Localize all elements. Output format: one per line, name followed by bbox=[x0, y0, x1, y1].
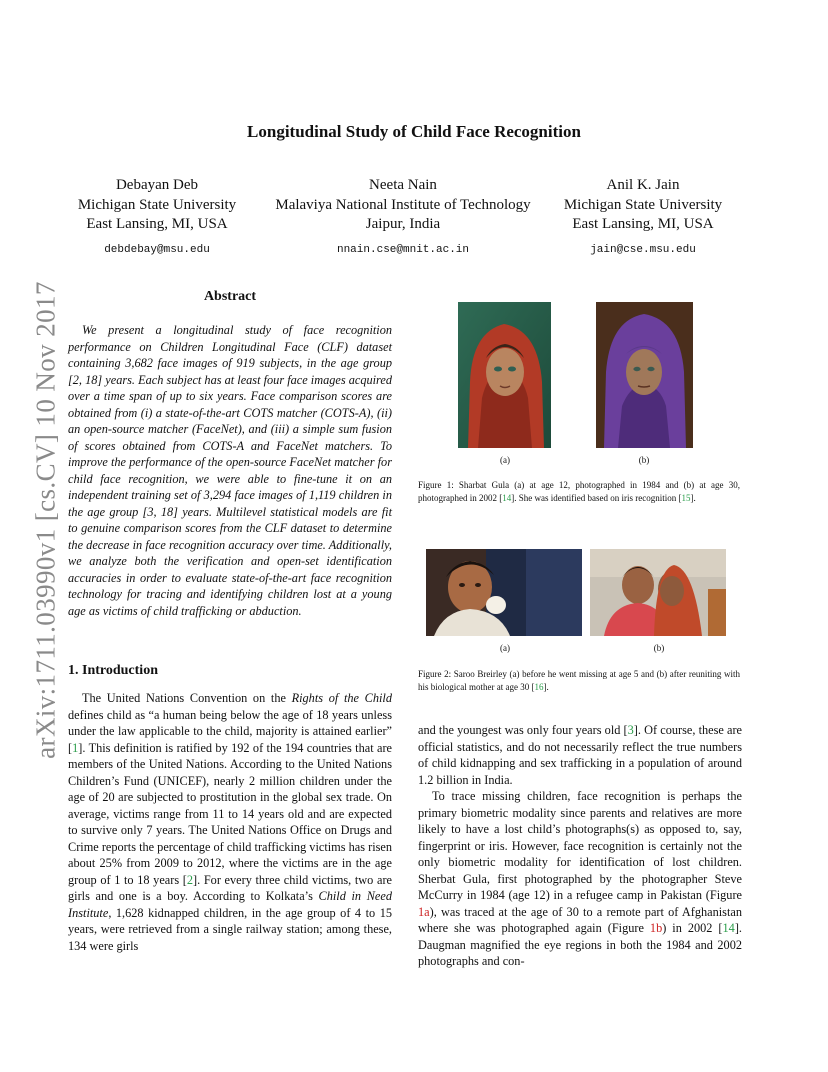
figure-2-caption bbox=[418, 668, 740, 694]
text-run: and the youngest was only four years old [ bbox=[418, 723, 628, 737]
text-run: , 1,628 kidnapped children, in the age group of 4 to 15 years, were retrieved from a single railway station; among these, 134 were girls bbox=[68, 905, 392, 953]
intro-paragraph-2 bbox=[418, 788, 742, 970]
abstract-text: We present a longitudinal study of face recognition performance on Children Longitudinal Face (CLF) dataset containing 3,682 face images of 919 subjects, in the age group [2, 18] years. Each subject has at least four face images acquired over a time span of up to six years. Face comparison scores are obtained from (i) a state-of-the-art COTS matcher (COTS-A), (ii) an open-source matcher (FaceNet), and (iii) a simple sum fusion of scores obtained from COTS-A and FaceNet matchers. To improve the performance of the open-source FaceNet matcher for child face recognition, we were able to fine-tune it on an independent training set of 3,294 face images of 1,119 children in the age group [3, 18] years. Multilevel statistical models are fit to genuine comparison scores from the CLF dataset to determine the decrease in face recognition accuracy over time. Additionally, we analyze both the verification and open-set identification accuracies in order to evaluate state-of-the-art face recognition technology for tracing and identifying children lost at a young age as victims of child trafficking or abduction. bbox=[68, 323, 392, 618]
author-block-1 bbox=[62, 176, 252, 260]
paper-title: Longitudinal Study of Child Face Recognition bbox=[247, 122, 581, 141]
text-run: ]. For every three child victims, two are girls and one is a boy. According to Kolkata’s bbox=[68, 872, 392, 903]
text-run: ]. This definition is ratified by 192 of the 194 countries that are members of the United Nations. According to the United Nations Children’s Fund (UNICEF), nearly 2 million children under the age of 20 are subjected to prostitution in the global sex trade. On average, victims range from 11 to 14 years old and are expected to survive only 7 years. The United Nations Office on Drugs and Crime reports the percentage of child trafficking victims has risen about 25% from 2009 to 2012, where the victims are in the age group of 1 to 18 years [ bbox=[68, 740, 392, 887]
author-block-2 bbox=[258, 176, 548, 260]
text-run: ) in 2002 [ bbox=[662, 921, 723, 935]
author-block-3 bbox=[548, 176, 738, 260]
citation-link[interactable]: 14 bbox=[722, 921, 735, 935]
author-email[interactable]: nnain.cse@mnit.ac.in bbox=[336, 243, 470, 256]
text-run: ]. Of course, these are official statistics, and do not necessarily reflect the true numbers of child kidnapping and sex trafficking in a population of around 1.2 billion in India. bbox=[418, 723, 743, 787]
citation-link[interactable]: 14 bbox=[502, 493, 512, 503]
citation-link[interactable]: 2 bbox=[186, 872, 194, 887]
figure-2b-label: (b) bbox=[653, 643, 665, 653]
figure-ref-link[interactable]: 1b bbox=[649, 921, 663, 935]
photo-reunion-image bbox=[590, 549, 726, 636]
author-location: East Lansing, MI, USA bbox=[572, 216, 714, 232]
author-name: Neeta Nain bbox=[369, 177, 437, 193]
author-affiliation: Malaviya National Institute of Technology bbox=[275, 196, 531, 213]
abstract-heading: Abstract bbox=[203, 289, 257, 304]
author-affiliation: Michigan State University bbox=[563, 196, 723, 213]
text-run: The United Nations Convention on the bbox=[82, 691, 292, 705]
author-name: Debayan Deb bbox=[115, 177, 199, 193]
figure-ref-link[interactable]: 1a bbox=[418, 904, 430, 919]
citation-link[interactable]: 16 bbox=[534, 682, 544, 692]
author-email[interactable]: debdebay@msu.edu bbox=[104, 243, 210, 256]
figure-1a-label: (a) bbox=[500, 455, 510, 465]
author-location: East Lansing, MI, USA bbox=[86, 216, 228, 232]
citation-link[interactable]: 1 bbox=[72, 740, 79, 755]
text-run: Figure 1: Sharbat Gula (a) at age 12, photographed in 1984 and (b) at age 30, photographed in 2002 [ bbox=[418, 480, 740, 503]
figure-1-caption bbox=[418, 479, 740, 505]
text-run: ]. bbox=[690, 493, 696, 503]
author-affiliation: Michigan State University bbox=[77, 196, 237, 213]
portrait-woman-purple-shawl-image bbox=[596, 302, 693, 448]
figure-2b-photo bbox=[590, 549, 726, 636]
citation-link[interactable]: 3 bbox=[627, 723, 634, 737]
text-run-italic: Child in Need Institute bbox=[68, 889, 392, 920]
text-run-italic: Rights of the Child bbox=[291, 691, 392, 705]
section-heading-introduction: 1. Introduction bbox=[68, 663, 158, 678]
figure-1b-label: (b) bbox=[638, 455, 650, 465]
intro-paragraph-1-continued bbox=[418, 722, 742, 788]
figure-1a-photo bbox=[458, 302, 551, 448]
intro-left-column bbox=[68, 690, 392, 954]
text-run: ), was traced at the age of 30 to a remote part of Afghanistan where she was photographed again (Figure bbox=[418, 904, 742, 935]
intro-right-column bbox=[418, 722, 742, 970]
arxiv-id[interactable]: arXiv:1711.03990v1 [cs.CV] 10 Nov 2017 bbox=[30, 281, 61, 759]
text-run: To trace missing children, face recognition is perhaps the primary biometric modality since parents and relatives are more likely to have a lost child’s photographs(s) as opposed to, say, fingerprint or iris. However, face recognition is certainly not the only biometric modality for identification of lost children. Sherbat Gula, first photographed by the photographer Steve McCurry in 1984 (age 12) in a refugee camp in Pakistan (Figure bbox=[418, 789, 742, 902]
author-name: Anil K. Jain bbox=[606, 177, 680, 193]
figure-2a-label: (a) bbox=[500, 643, 510, 653]
text-run: Figure 2: Saroo Breirley (a) before he went missing at age 5 and (b) after reuniting with his biological mother at age 30 [ bbox=[418, 669, 740, 692]
figure-1b-photo bbox=[596, 302, 693, 448]
text-run: ]. She was identified based on iris recognition [ bbox=[511, 493, 682, 503]
text-run: defines child as “a human being below the age of 18 years unless under the law applicable to the child, majority is attained earlier” [ bbox=[68, 707, 392, 755]
portrait-girl-red-scarf-image bbox=[458, 302, 551, 448]
text-run: ]. bbox=[543, 682, 549, 692]
figure-2a-photo bbox=[426, 549, 582, 636]
citation-link[interactable]: 15 bbox=[681, 493, 691, 503]
author-email[interactable]: jain@cse.msu.edu bbox=[590, 243, 696, 256]
intro-paragraph-1 bbox=[68, 690, 392, 954]
text-run: ]. Daugman magnified the eye regions in both the 1984 and 2002 photographs and con- bbox=[418, 921, 742, 968]
photo-young-boy-image bbox=[426, 549, 582, 636]
abstract-body bbox=[68, 322, 392, 619]
author-location: Jaipur, India bbox=[365, 216, 441, 232]
